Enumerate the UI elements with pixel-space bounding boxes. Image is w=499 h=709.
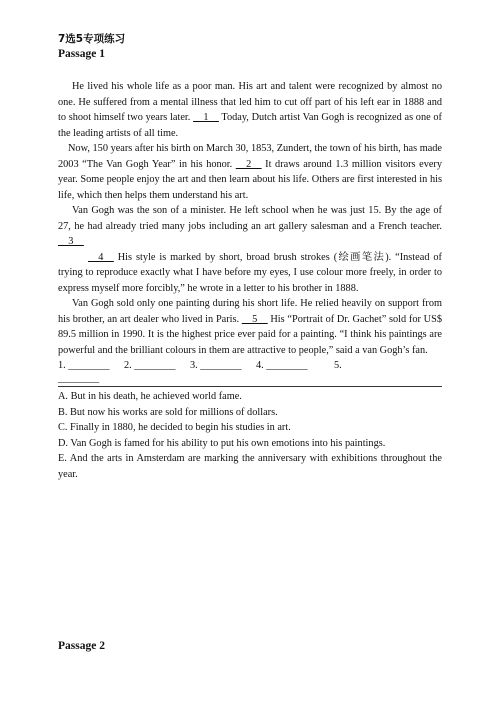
answer-slot-2[interactable]: 2. ________ — [124, 360, 176, 371]
blank-3: __3__ — [58, 236, 84, 247]
option-a: A. But in his death, he achieved world fame. — [58, 391, 242, 402]
blank-2: __2__ — [235, 158, 262, 170]
blank-1: __1__ — [193, 112, 219, 123]
passage-1-heading: Passage 1 — [58, 48, 105, 60]
worksheet-page — [58, 32, 442, 482]
option-d: D. Van Gogh is famed for his ability to put his own emotions into his paintings. — [58, 437, 386, 449]
paragraph-5: Van Gogh sold only one painting during his short life. He relied heavily on support from his brother, an art dealer who lived in Paris. __5__ His “Portrait of Dr. Gachet” sold for US$ 89.5 million in 1990. It is the highest price ever paid for a painting. “I think his paintings are powerful and the brilliant colours in them are attractive to people,” said a van Gogh’s fan. — [58, 298, 442, 356]
answer-line — [58, 358, 442, 373]
paragraph-2: Now, 150 years after his birth on March 30, 1853, Zundert, the town of his birth, has made 2003 “The Van Gogh Year” in his honor. __2__ It draws around 1.3 million visitors every year. Some people enjoy the art and then learn about his life. Others are first interested in his life, which then helps them understand his art. — [58, 143, 442, 201]
answer-slot-5-line[interactable]: ________ — [58, 373, 100, 384]
answer-slot-4[interactable]: 4. ________ — [256, 360, 308, 371]
option-c: C. Finally in 1880, he decided to begin his studies in art. — [58, 422, 291, 433]
answer-slot-1[interactable]: 1. ________ — [58, 360, 110, 371]
answer-slot-5[interactable]: 5. — [334, 360, 342, 371]
blank-4: __4__ — [88, 251, 114, 263]
passage-2-heading: Passage 2 — [58, 640, 105, 652]
paragraph-1: He lived his whole life as a poor man. His art and talent were recognized by almost no one. He suffered from a mental illness that led him to cut off part of his left ear in 1888 and to shoot himself two years later. __1__ Today, Dutch artist Van Gogh is recognized as one of the leading artists of all time. — [58, 81, 442, 139]
paragraph-3: Van Gogh was the son of a minister. He left school when he was just 15. By the age of 27, he had already tried many jobs including an art gallery salesman and a French teacher. __3__ — [58, 205, 442, 247]
worksheet-title: 7选5专项练习 — [58, 33, 126, 45]
divider — [58, 386, 442, 387]
option-b: B. But now his works are sold for millions of dollars. — [58, 406, 278, 418]
blank-5: __5__ — [241, 313, 268, 325]
paragraph-4: __4__ His style is marked by short, broad brush strokes (绘画笔法). “Instead of trying to reproduce exactly what I have before my eyes, I use colour more freely, in order to express myself more forcibly,” he wrote in a letter to his brother in 1888. — [58, 251, 442, 294]
option-e: E. And the arts in Amsterdam are marking the anniversary with exhibitions throughout the year. — [58, 453, 442, 480]
answer-slot-3[interactable]: 3. ________ — [190, 360, 242, 371]
